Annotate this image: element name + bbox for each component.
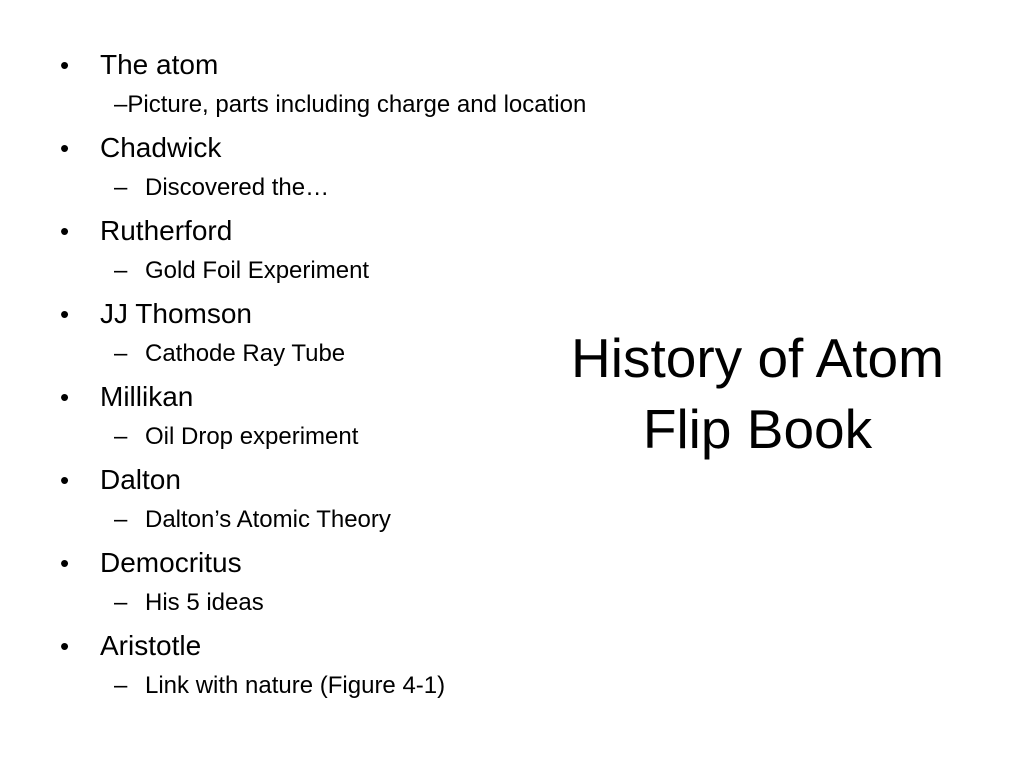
dash-icon: –: [114, 174, 128, 201]
topic-label: Democritus: [100, 547, 242, 578]
topic-detail: Discovered the…: [145, 174, 330, 201]
list-item: [58, 210, 528, 293]
slide-title-line-2: Flip Book: [642, 398, 873, 460]
list-item: [58, 127, 528, 210]
topic-detail: Gold Foil Experiment: [145, 257, 370, 284]
topic-label: JJ Thomson: [100, 298, 252, 329]
dash-icon: –: [114, 506, 128, 533]
dash-icon: –: [114, 91, 128, 118]
topic-label: Chadwick: [100, 132, 222, 163]
dash-icon: –: [114, 257, 128, 284]
topic-detail: His 5 ideas: [145, 589, 264, 616]
dash-icon: –: [114, 589, 128, 616]
topic-detail: Link with nature (Figure 4-1): [145, 672, 446, 699]
slide-title-line-1: History of Atom: [571, 327, 944, 389]
topic-label: Dalton: [100, 464, 181, 495]
topic-detail: Cathode Ray Tube: [145, 340, 346, 367]
bullet-list: [58, 44, 587, 708]
topic-label: Aristotle: [100, 630, 202, 661]
dash-icon: –: [114, 423, 128, 450]
bullet-icon: •: [60, 382, 70, 412]
topic-label: Rutherford: [100, 215, 233, 246]
bullet-icon: •: [60, 216, 70, 246]
bullet-icon: •: [60, 548, 70, 578]
bullet-icon: •: [60, 50, 70, 80]
bullet-icon: •: [60, 631, 70, 661]
topic-label: Millikan: [100, 381, 194, 412]
dash-icon: –: [114, 672, 128, 699]
list-item: [58, 376, 528, 459]
list-item: [58, 625, 528, 708]
bullet-icon: •: [60, 133, 70, 163]
topic-detail: Oil Drop experiment: [145, 423, 359, 450]
topic-detail: Dalton’s Atomic Theory: [145, 506, 391, 533]
topic-label: The atom: [100, 49, 219, 80]
list-item: [58, 459, 528, 542]
bullet-icon: •: [60, 465, 70, 495]
list-item: [58, 293, 528, 376]
dash-icon: –: [114, 340, 128, 367]
bullet-icon: •: [60, 299, 70, 329]
list-item: [58, 44, 587, 127]
topic-detail: Picture, parts including charge and location: [127, 91, 587, 118]
slide-title: [530, 323, 985, 465]
list-item: [58, 542, 528, 625]
